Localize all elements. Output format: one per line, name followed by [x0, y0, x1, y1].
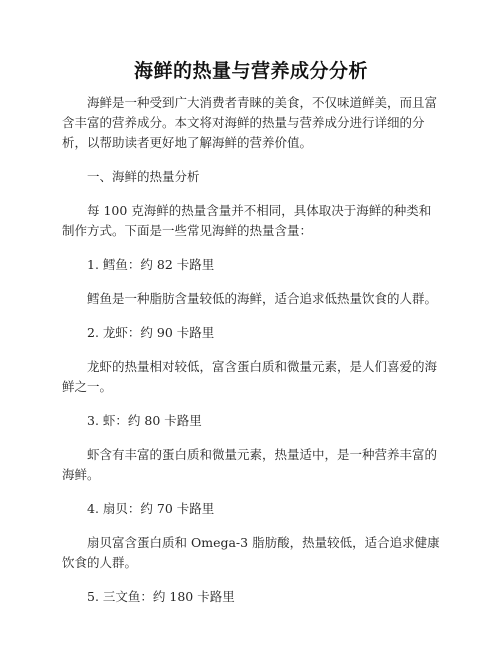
- list-item: [62, 411, 442, 485]
- section-heading: 一、海鲜的热量分析: [87, 169, 200, 184]
- item-heading: 1. 鳕鱼：约 82 卡路里: [87, 257, 215, 272]
- item-heading: 5. 三文鱼：约 180 卡路里: [87, 589, 235, 604]
- intro-paragraph: 海鲜是一种受到广大消费者青睐的美食，不仅味道鲜美，而且富含丰富的营养成分。本文将对海鲜的热量与营养成分进行详细的分析，以帮助读者更好地了解海鲜的营养价值。: [62, 95, 438, 150]
- item-description: 龙虾的热量相对较低，富含蛋白质和微量元素，是人们喜爱的海鲜之一。: [62, 359, 438, 394]
- item-heading: 2. 龙虾：约 90 卡路里: [87, 325, 215, 340]
- list-item: [62, 587, 442, 607]
- list-item: [62, 499, 442, 573]
- list-item: [62, 323, 442, 397]
- document-title: 海鲜的热量与营养成分分析: [133, 60, 368, 82]
- item-heading: 3. 虾：约 80 卡路里: [87, 413, 202, 428]
- item-description: 扇贝富含蛋白质和 Omega-3 脂肪酸，热量较低，适合追求健康饮食的人群。: [62, 535, 440, 570]
- item-heading: 4. 扇贝：约 70 卡路里: [87, 501, 215, 516]
- item-description: 鳕鱼是一种脂肪含量较低的海鲜，适合追求低热量饮食的人群。: [87, 291, 438, 306]
- item-description: 虾含有丰富的蛋白质和微量元素，热量适中，是一种营养丰富的海鲜。: [62, 447, 438, 482]
- document-body: [62, 93, 442, 607]
- section-intro-paragraph: 每 100 克海鲜的热量含量并不相同，具体取决于海鲜的种类和制作方式。下面是一些常见海鲜的热量含量：: [62, 203, 432, 238]
- list-item: [62, 255, 442, 309]
